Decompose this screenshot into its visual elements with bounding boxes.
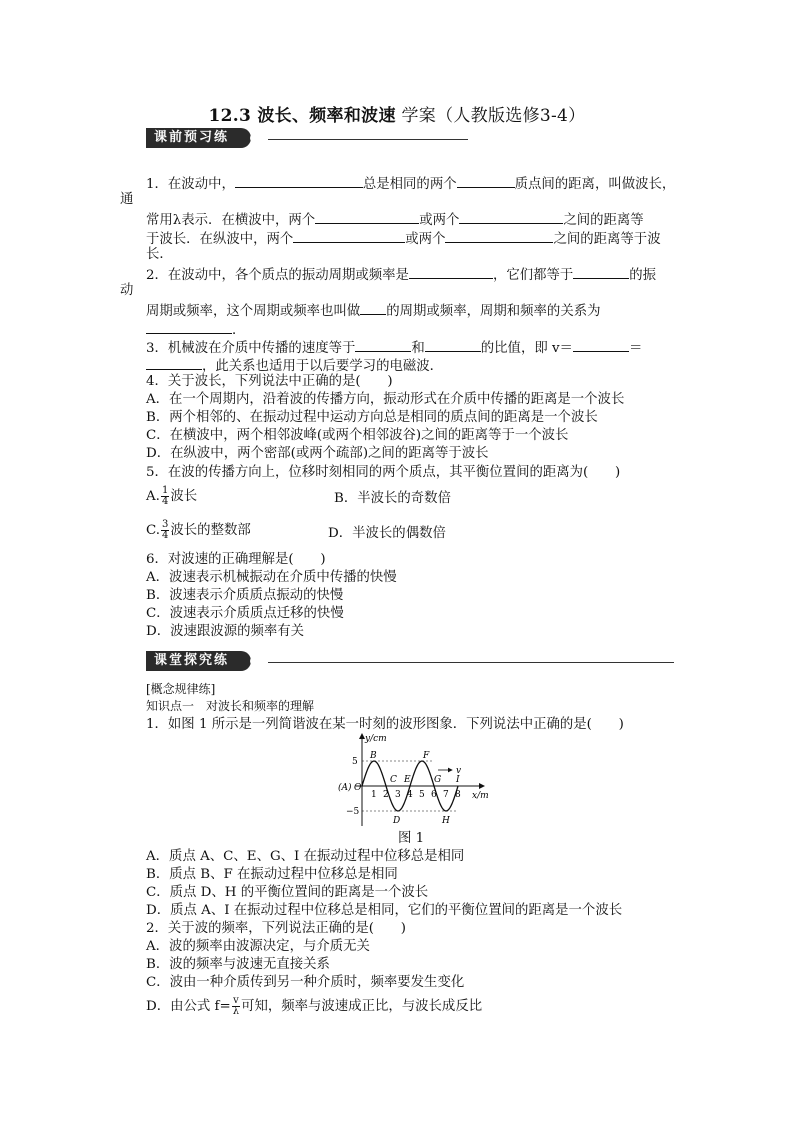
x-tick-label: 3 [395,790,401,800]
x-tick-label: 1 [371,790,377,800]
y-axis-label: y/cm [365,734,387,744]
title-main: 12.3 波长、频率和波速 [208,106,396,126]
y-tick-top: 5 [352,757,358,767]
pre-q4-option-a: A．在一个周期内，沿着波的传播方向，振动形式在介质中传播的距离是一个波长 [146,392,625,407]
section-bar-preview [146,128,468,148]
section-rule [268,139,468,140]
cls-q2-option-c: C．波由一种介质传到另一种介质时，频率要发生变化 [146,975,465,990]
point-i-label: I [456,775,460,785]
pre-q3-line2: ，此关系也适用于以后要学习的电磁波． [146,355,443,376]
pre-q2-line1: 2．在波动中，各个质点的振动周期或频率是 ，它们都等于 的振 [146,264,656,285]
section-label-preview: 课前预习练 [146,128,251,148]
cls-q1: 1．如图 1 所示是一列简谐波在某一时刻的波形图象．下列说法中正确的是( ) [146,717,624,732]
cls-q1-option-d: D．质点 A、I 在振动过程中位移总是相同，它们的平衡位置间的距离是一个波长 [146,903,623,918]
section-bar-classroom [146,651,674,671]
pre-q2-line2: 周期或频率，这个周期或频率也叫做 的周期或频率，周期和频率的关系为 [146,300,601,321]
cls-q1-option-a: A．质点 A、C、E、G、I 在振动过程中位移总是相同 [146,849,465,864]
x-tick-label: 2 [383,790,389,800]
x-tick-label: 5 [419,790,425,800]
point-a-label: (A) [338,783,352,793]
pre-q1-wrap: 通 [120,192,134,207]
pre-q3-line1: 3．机械波在介质中传播的速度等于 和 的比值，即 v＝ ＝ [146,337,642,358]
pre-q4-option-c: C．在横波中，两个相邻波峰(或两个相邻波谷)之间的距离等于一个波长 [146,428,569,443]
pre-q4: 4．关于波长，下列说法中正确的是( ) [146,374,393,389]
point-e-label: E [404,775,411,785]
pre-q1-line2: 常用λ表示．在横波中，两个 或两个 之间的距离等 [146,209,644,230]
wave-figure [338,730,498,830]
cls-q1-option-c: C．质点 D、H 的平衡位置间的距离是一个波长 [146,885,429,900]
pre-q6-option-a: A．波速表示机械振动在介质中传播的快慢 [146,570,397,585]
page-title [0,101,794,126]
section-rule [268,662,674,663]
x-tick-label: 6 [431,790,437,800]
section-label-classroom: 课堂探究练 [146,651,251,671]
cls-q2: 2．关于波的频率，下列说法正确的是( ) [146,921,406,936]
x-tick-label: 8 [455,790,461,800]
pre-q6-option-c: C．波速表示介质质点迁移的快慢 [146,606,344,621]
pre-q5-option-a: A. $\frac{1}{4}$ 波长 [146,485,198,507]
section-dot-icon [250,133,260,143]
pre-q2-line3: ． [146,319,245,340]
cls-q2-option-a: A．波的频率由波源决定，与介质无关 [146,939,370,954]
title-sub: 学案（人教版选修3-4） [395,106,586,126]
origin-label: O [354,783,362,793]
concept-group-label: [概念规律练] [146,682,216,696]
pre-q6: 6．对波速的正确理解是( ) [146,552,326,567]
section-dot-icon [250,656,260,666]
pre-q1-line3: 于波长．在纵波中，两个 或两个 之间的距离等于波 [146,228,661,249]
pre-q1-line1: 1．在波动中， 总是相同的两个 质点间的距离，叫做波长， [146,173,675,194]
y-tick-bottom: −5 [346,807,360,817]
point-b-label: B [370,751,377,761]
pre-q5: 5．在波的传播方向上，位移时刻相同的两个质点，其平衡位置间的距离为( ) [146,465,621,480]
pre-q4-option-b: B．两个相邻的、在振动过程中运动方向总是相同的质点间的距离是一个波长 [146,410,598,425]
pre-q1-line4: 长． [146,247,173,262]
pre-q5-option-b: B．半波长的奇数倍 [334,491,451,506]
point-c-label: C [390,775,397,785]
point-g-label: G [434,775,442,785]
point-f-label: F [423,751,430,761]
velocity-label: v [456,766,462,776]
x-tick-label: 4 [407,790,413,800]
x-axis-label: x/m [472,791,489,801]
pre-q6-option-d: D．波速跟波源的频率有关 [146,624,305,639]
cls-q2-option-d: D．由公式 f= $\frac{v}{\lambda}$ 可知，频率与波速成正比，与波长成反比 [146,995,483,1017]
knowledge-point-1: 知识点一 对波长和频率的理解 [146,699,315,713]
point-d-label: D [393,816,401,826]
pre-q2-wrap: 动 [120,283,134,298]
pre-q4-option-d: D．在纵波中，两个密部(或两个疏部)之间的距离等于波长 [146,446,489,461]
pre-q6-option-b: B．波速表示介质质点振动的快慢 [146,588,344,603]
pre-q5-option-c: C. $\frac{3}{4}$ 波长的整数部 [146,519,251,541]
point-h-label: H [442,816,450,826]
pre-q5-option-d: D．半波长的偶数倍 [328,526,446,541]
cls-q1-option-b: B．质点 B、F 在振动过程中位移总是相同 [146,867,398,882]
figure-caption: 图 1 [398,831,425,846]
cls-q2-option-b: B．波的频率与波速无直接关系 [146,957,330,972]
x-tick-labels [371,790,461,800]
x-tick-label: 7 [443,790,449,800]
